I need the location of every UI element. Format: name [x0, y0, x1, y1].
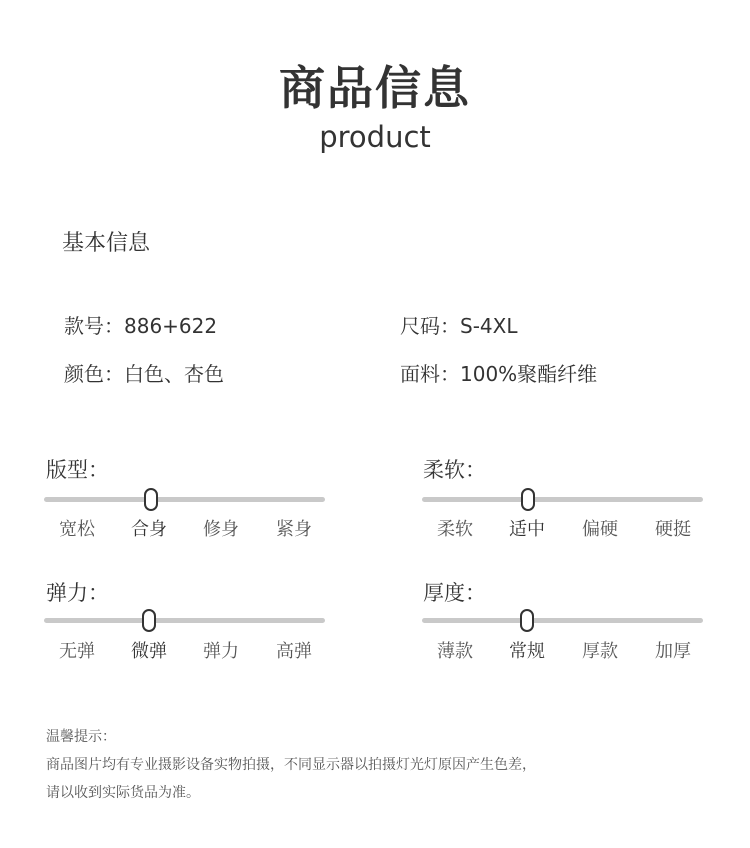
style-number-field: [64, 310, 217, 339]
elasticity-option: 无弹: [59, 641, 95, 662]
thickness-scale-label: 厚度：: [423, 581, 486, 605]
field-value: 886+622: [124, 314, 218, 338]
softness-option: 硬挺: [655, 519, 691, 540]
elasticity-option: 高弹: [276, 641, 312, 662]
elasticity-scale-knob: [142, 609, 156, 632]
field-label: 颜色：: [64, 362, 124, 386]
basic-info-heading: 基本信息: [62, 231, 151, 256]
fit-option-selected: 合身: [131, 519, 167, 540]
field-value: S-4XL: [460, 314, 518, 338]
fit-option: 宽松: [59, 519, 95, 540]
notice-heading: 温馨提示：: [46, 729, 116, 745]
thickness-option: 厚款: [582, 641, 618, 662]
thickness-scale-knob: [520, 609, 534, 632]
field-label: 尺码：: [400, 314, 460, 338]
thickness-option-selected: 常规: [509, 641, 545, 662]
page-title: 商品信息: [279, 61, 471, 115]
fit-scale-knob: [144, 488, 158, 511]
softness-scale-label: 柔软：: [423, 458, 486, 482]
field-value: 白色、杏色: [124, 362, 224, 386]
elasticity-scale-track: [44, 618, 325, 623]
page-subtitle: product: [319, 120, 431, 154]
elasticity-option-selected: 微弹: [131, 641, 167, 662]
fit-scale-label: 版型：: [46, 458, 109, 482]
size-field: [400, 310, 517, 339]
softness-option: 偏硬: [582, 519, 618, 540]
softness-option: 柔软: [437, 519, 473, 540]
elasticity-scale-label: 弹力：: [46, 581, 109, 605]
thickness-option: 加厚: [655, 641, 691, 662]
fit-option: 紧身: [276, 519, 312, 540]
fit-scale-track: [44, 497, 325, 502]
fabric-field: [400, 358, 597, 387]
softness-scale-knob: [521, 488, 535, 511]
field-value: 100%聚酯纤维: [460, 362, 598, 386]
field-label: 款号：: [64, 314, 124, 338]
softness-scale-track: [422, 497, 703, 502]
fit-option: 修身: [203, 519, 239, 540]
field-label: 面料：: [400, 362, 460, 386]
thickness-option: 薄款: [437, 641, 473, 662]
thickness-scale-track: [422, 618, 703, 623]
color-field: [64, 358, 224, 387]
softness-option-selected: 适中: [509, 519, 545, 540]
notice-line: 请以收到实际货品为准。: [46, 785, 200, 801]
notice-line: 商品图片均有专业摄影设备实物拍摄，不同显示器以拍摄灯光灯原因产生色差，: [46, 757, 536, 773]
elasticity-option: 弹力: [203, 641, 239, 662]
